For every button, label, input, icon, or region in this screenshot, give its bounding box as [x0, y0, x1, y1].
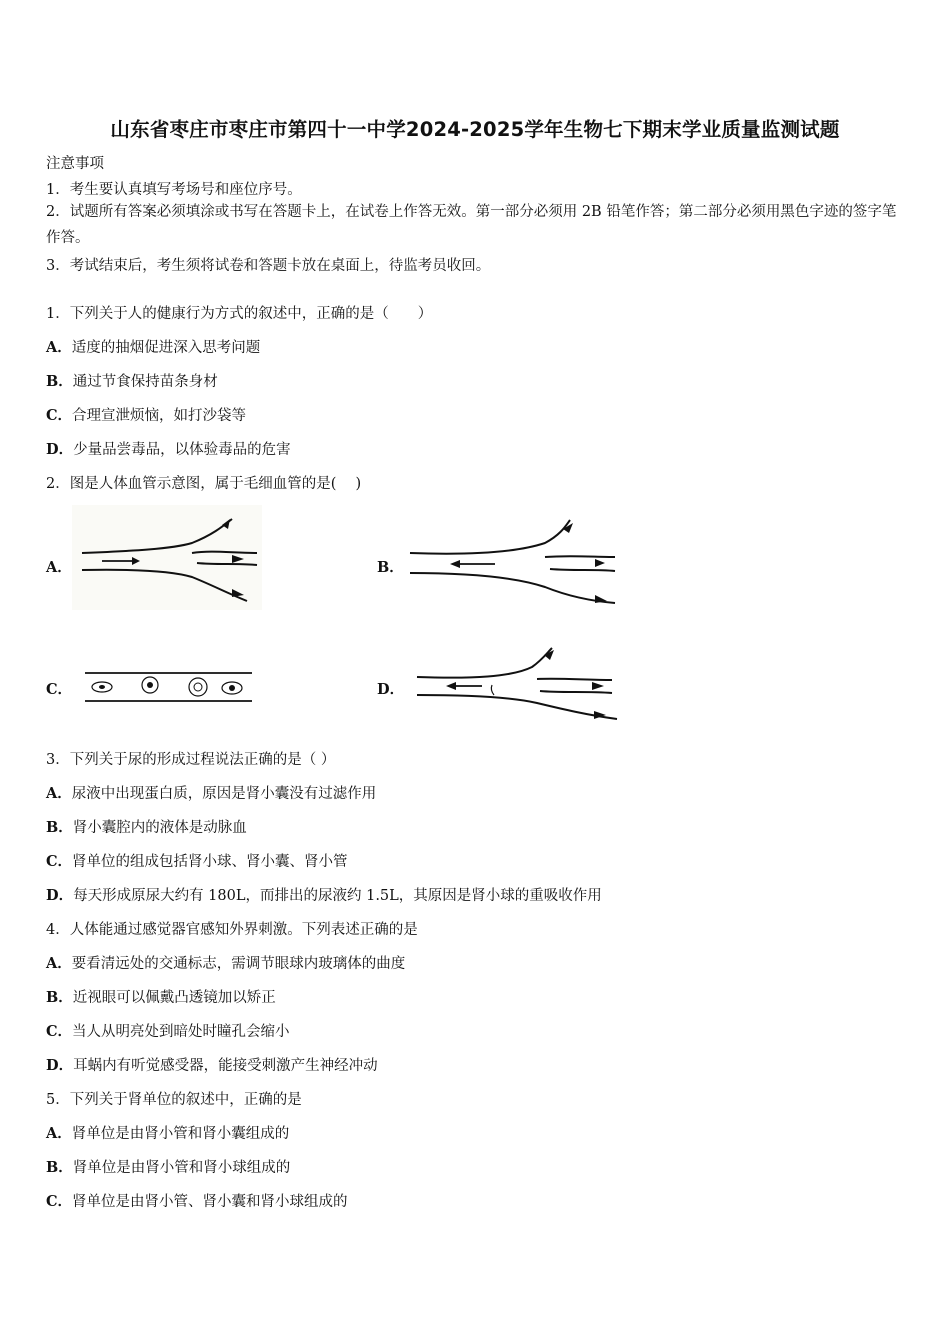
vessel-figure-b[interactable]	[405, 515, 620, 610]
option-b[interactable]: B．肾小囊腔内的液体是动脉血	[46, 819, 247, 836]
notice-item: 1．考生要认真填写考场号和座位序号。	[46, 182, 302, 198]
figure-label-c[interactable]: C．	[46, 681, 73, 698]
option-a[interactable]: A．肾单位是由肾小管和肾小囊组成的	[46, 1125, 290, 1142]
option-c[interactable]: C．当人从明亮处到暗处时瞳孔会缩小	[46, 1023, 290, 1040]
option-c[interactable]: C．肾单位是由肾小管、肾小囊和肾小球组成的	[46, 1193, 348, 1210]
question-stem: 5．下列关于肾单位的叙述中，正确的是	[46, 1092, 302, 1108]
question-stem: 4．人体能通过感觉器官感知外界刺激。下列表述正确的是	[46, 922, 418, 938]
option-a[interactable]: A．尿液中出现蛋白质，原因是肾小囊没有过滤作用	[46, 785, 377, 802]
option-a[interactable]: A．要看清远处的交通标志，需调节眼球内玻璃体的曲度	[46, 955, 406, 972]
option-b[interactable]: B．近视眼可以佩戴凸透镜加以矫正	[46, 989, 276, 1006]
option-d[interactable]: D．每天形成原尿大约有 180L，而排出的尿液约 1.5L，其原因是肾小球的重吸收作用	[46, 887, 602, 904]
vessel-figure-c[interactable]	[82, 668, 254, 706]
option-d[interactable]: D．耳蜗内有听觉感受器，能接受刺激产生神经冲动	[46, 1057, 378, 1074]
option-a[interactable]: A．适度的抽烟促进深入思考问题	[46, 339, 261, 356]
question-stem: 2．图是人体血管示意图，属于毛细血管的是( )	[46, 476, 362, 492]
vessel-figure-d[interactable]	[412, 645, 622, 723]
vessel-figure-a[interactable]	[72, 505, 262, 610]
figure-label-d[interactable]: D．	[377, 681, 405, 698]
question-stem: 3．下列关于尿的形成过程说法正确的是（ ）	[46, 752, 336, 768]
question-stem: 1．下列关于人的健康行为方式的叙述中，正确的是（ ）	[46, 306, 433, 322]
figure-label-a[interactable]: A．	[46, 559, 72, 576]
notice-heading: 注意事项	[46, 156, 104, 172]
figure-label-b[interactable]: B．	[377, 559, 404, 576]
option-d[interactable]: D．少量品尝毒品，以体验毒品的危害	[46, 441, 291, 458]
page-title: 山东省枣庄市枣庄市第四十一中学2024-2025学年生物七下期末学业质量监测试题	[110, 118, 840, 141]
option-c[interactable]: C．肾单位的组成包括肾小球、肾小囊、肾小管	[46, 853, 348, 870]
option-b[interactable]: B．通过节食保持苗条身材	[46, 373, 218, 390]
notice-item: 2．试题所有答案必须填涂或书写在答题卡上，在试卷上作答无效。第一部分必须用 2B 铅笔作答；第二部分必须用黑色字迹的签字笔作答。	[46, 204, 897, 246]
option-b[interactable]: B．肾单位是由肾小管和肾小球组成的	[46, 1159, 291, 1176]
notice-item: 3．考试结束后，考生须将试卷和答题卡放在桌面上，待监考员收回。	[46, 258, 491, 274]
option-c[interactable]: C．合理宣泄烦恼，如打沙袋等	[46, 407, 247, 424]
